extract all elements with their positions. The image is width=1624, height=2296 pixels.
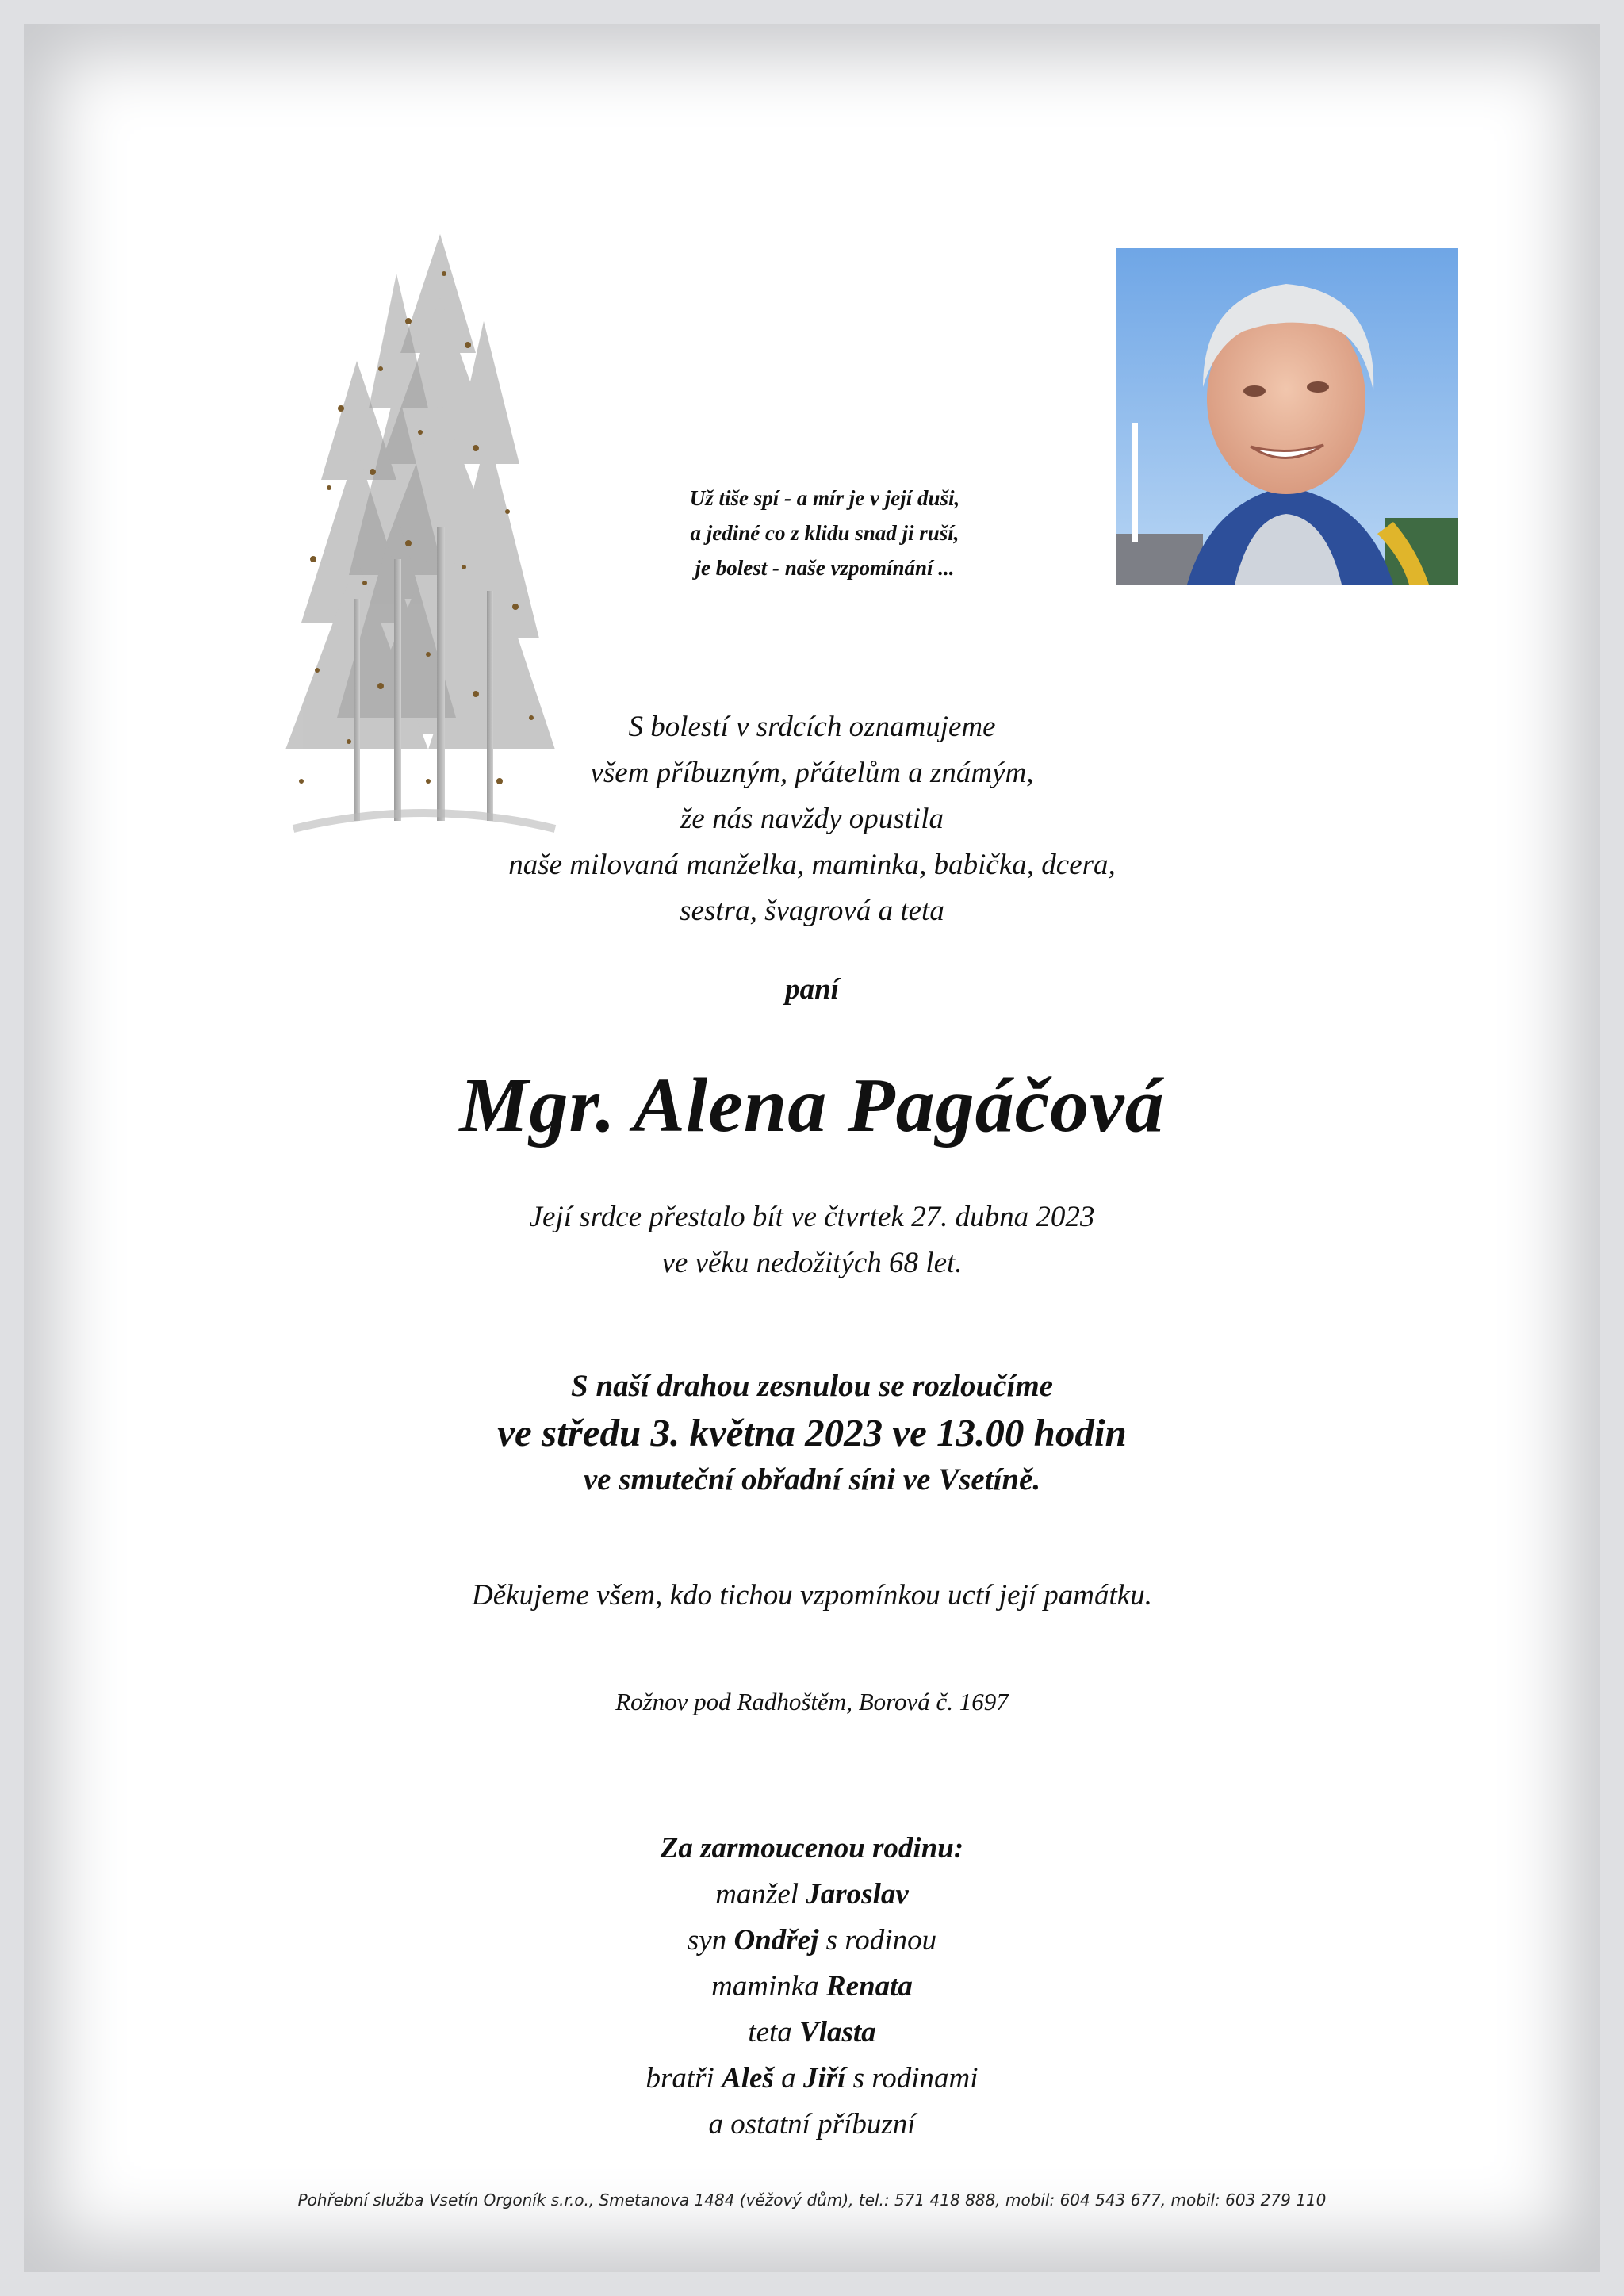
announcement-line: všem příbuzným, přátelům a známým, <box>590 757 1034 789</box>
verse-line: a jediné co z klidu snad ji ruší, <box>690 521 959 545</box>
family-heading: Za zarmoucenou rodinu: <box>660 1832 964 1865</box>
announcement-line: že nás navždy opustila <box>680 803 944 835</box>
family-list <box>0 1826 1624 2148</box>
farewell-line: S naší drahou zesnulou se rozloučíme <box>571 1369 1053 1403</box>
family-member: a ostatní příbuzní <box>708 2108 916 2141</box>
announcement-line: S bolestí v srdcích oznamujeme <box>628 711 996 743</box>
honorific: paní <box>785 973 839 1006</box>
portrait-photo <box>1116 248 1458 585</box>
family-member: bratři Aleš a Jiří s rodinami <box>645 2062 979 2095</box>
verse-line: je bolest - naše vzpomínání ... <box>695 556 955 580</box>
deceased-name: Mgr. Alena Pagáčová <box>459 1063 1165 1148</box>
family-member: teta Vlasta <box>748 2016 876 2049</box>
funeral-service-footer: Pohřební služba Vsetín Orgoník s.r.o., Smetanova 1484 (věžový dům), tel.: 571 418 888, mobil: 604 543 677, mobil: 603 279 110 <box>297 2191 1327 2210</box>
farewell-location: ve smuteční obřadní síni ve Vsetíně. <box>583 1462 1041 1497</box>
family-member: manžel Jaroslav <box>715 1878 909 1911</box>
death-details <box>0 1194 1624 1286</box>
family-member: syn Ondřej s rodinou <box>687 1924 937 1957</box>
death-date-line: Její srdce přestalo bít ve čtvrtek 27. dubna 2023 <box>529 1201 1095 1233</box>
farewell-details <box>0 1364 1624 1502</box>
family-address: Rožnov pod Radhoštěm, Borová č. 1697 <box>615 1688 1009 1715</box>
announcement-line: naše milovaná manželka, maminka, babička, dcera, <box>508 849 1116 881</box>
verse-line: Už tiše spí - a mír je v její duši, <box>689 486 960 510</box>
announcement-text <box>0 704 1624 934</box>
announcement-line: sestra, švagrová a teta <box>680 895 944 927</box>
thanks-text: Děkujeme všem, kdo tichou vzpomínkou uctí její památku. <box>472 1579 1152 1612</box>
age-line: ve věku nedožitých 68 let. <box>661 1247 963 1279</box>
memorial-verse <box>603 481 1047 585</box>
family-member: maminka Renata <box>711 1970 913 2003</box>
farewell-datetime: ve středu 3. května 2023 ve 13.00 hodin <box>497 1411 1127 1455</box>
